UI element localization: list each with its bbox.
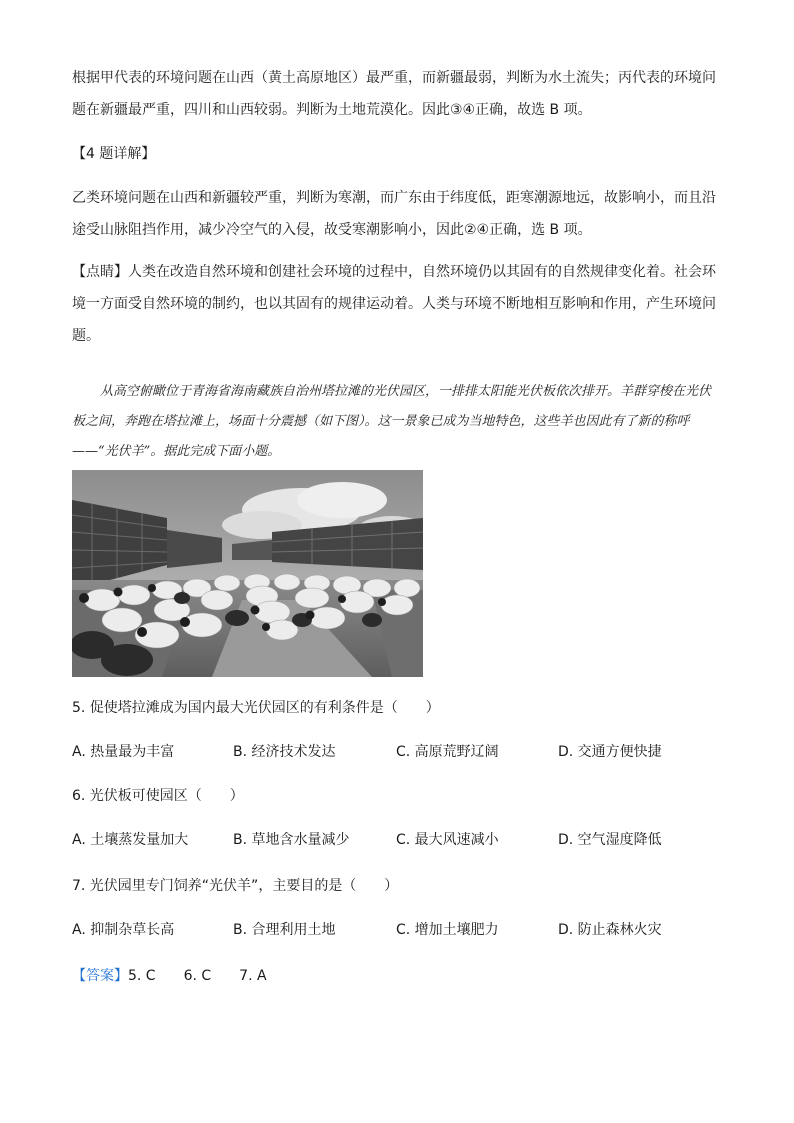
question-7: 7. 光伏园里专门饲养“光伏羊”，主要目的是（ ） — [72, 878, 399, 894]
q7-option-a: A. 抑制杂草长高 — [72, 922, 175, 938]
explanation-paragraph-3: 根据甲代表的环境问题在山西（黄土高原地区）最严重，而新疆最弱，判断为水土流失；丙代表的环境问题在新疆最严重，四川和山西较弱。判断为土地荒漠化。因此③④正确，故选 B 项。 — [72, 70, 716, 118]
question-7-options — [72, 920, 722, 940]
question-6: 6. 光伏板可使园区（ ） — [72, 788, 244, 804]
q5-option-d: D. 交通方便快捷 — [558, 744, 662, 760]
q6-option-a: A. 土壤蒸发量加大 — [72, 832, 189, 848]
q5-option-c: C. 高原荒野辽阔 — [396, 744, 499, 760]
question-4-detail-heading: 【4 题详解】 — [72, 146, 156, 162]
question-6-options — [72, 830, 722, 850]
q7-option-c: C. 增加土壤肥力 — [396, 922, 499, 938]
answer-text: 5. C 6. C 7. A — [128, 968, 267, 984]
key-point-label: 【点睛】 — [72, 264, 128, 280]
key-point-text: 人类在改造自然环境和创建社会环境的过程中，自然环境仍以其固有的自然规律变化着。社会环境一方面受自然环境的制约，也以其固有的规律运动着。人类与环境不断地相互影响和作用，产生环境问题。 — [72, 264, 716, 344]
solar-sheep-photo — [72, 470, 423, 677]
q7-option-b: B. 合理利用土地 — [233, 922, 336, 938]
question-5-options — [72, 742, 722, 762]
key-point-paragraph — [72, 256, 722, 352]
q6-option-b: B. 草地含水量减少 — [233, 832, 350, 848]
q6-option-c: C. 最大风速减小 — [396, 832, 499, 848]
q5-option-b: B. 经济技术发达 — [233, 744, 336, 760]
answer-label: 【答案】 — [72, 968, 128, 984]
q6-option-d: D. 空气湿度降低 — [558, 832, 662, 848]
question-stem: 从高空俯瞰位于青海省海南藏族自治州塔拉滩的光伏园区，一排排太阳能光伏板依次排开。羊群穿梭在光伏板之间，奔跑在塔拉滩上，场面十分震撼（如下图）。这一景象已成为当地特色，这些羊也因此有了新的称呼——“光伏羊”。据此完成下面小题。 — [72, 384, 712, 459]
answer-line — [72, 966, 267, 986]
explanation-paragraph-4: 乙类环境问题在山西和新疆较严重，判断为寒潮，而广东由于纬度低，距寒潮源地远，故影响小，而且沿途受山脉阻挡作用，减少冷空气的入侵，故受寒潮影响小，因此②④正确，选 B 项。 — [72, 190, 716, 238]
question-5: 5. 促使塔拉滩成为国内最大光伏园区的有利条件是（ ） — [72, 700, 440, 716]
q5-option-a: A. 热量最为丰富 — [72, 744, 175, 760]
q7-option-d: D. 防止森林火灾 — [558, 922, 662, 938]
